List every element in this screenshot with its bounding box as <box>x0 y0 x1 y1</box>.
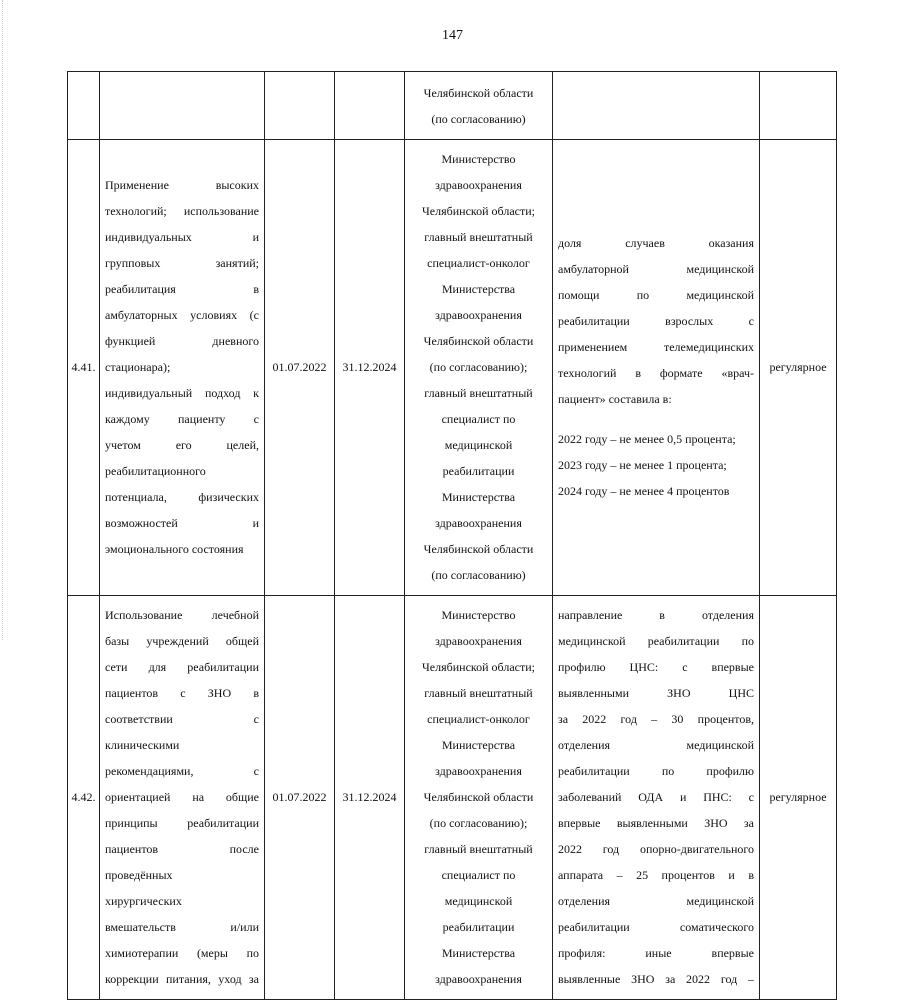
result-line: применением телемедицинских <box>558 340 754 354</box>
result-line: впервые выявленными ЗНО за <box>558 816 754 830</box>
measure-line: хирургических <box>105 894 182 908</box>
plan-table <box>67 71 837 1000</box>
start-date: 01.07.2022 <box>265 596 335 1000</box>
responsible-line: медицинской <box>444 894 513 908</box>
result-line: технологий в формате «врач- <box>558 366 754 380</box>
event-type: регулярное <box>760 140 837 596</box>
result-line: 2022 год опорно-двигательного <box>558 842 754 856</box>
start-date: 01.07.2022 <box>265 140 335 596</box>
result-line: заболеваний ОДА и ПНС: с <box>558 790 754 804</box>
measure-line: потенциала, физических <box>105 490 259 504</box>
responsible-line: реабилитации <box>442 464 515 478</box>
responsible-line: специалист-онколог <box>427 256 530 270</box>
measure-line: проведённых <box>105 868 173 882</box>
measure-line: химиотерапии (меры по <box>105 946 259 960</box>
end-date: 31.12.2024 <box>335 596 405 1000</box>
measure-line: учетом его целей, <box>105 438 259 452</box>
row-number: 4.41. <box>68 140 100 596</box>
result-year-line: 2023 году – не менее 1 процента; <box>558 458 727 472</box>
result-line: реабилитации по профилю <box>558 764 754 778</box>
result-line: амбулаторной медицинской <box>558 262 754 276</box>
responsible-line: Министерство <box>441 608 516 622</box>
cell-responsible <box>405 72 553 140</box>
measure-line: Использование лечебной <box>105 608 259 622</box>
responsible-line: Челябинской области <box>423 334 534 348</box>
measure-line: коррекции питания, уход за <box>105 972 259 986</box>
measure-line: рекомендациями, с <box>105 764 259 778</box>
measure-line: технологий; использование <box>105 204 259 218</box>
responsible-line: специалист по <box>441 412 516 426</box>
responsible-line: Министерства <box>441 282 516 296</box>
responsible-line: здравоохранения <box>435 308 522 322</box>
result-line: направление в отделения <box>558 608 754 622</box>
measure-line: вмешательств и/или <box>105 920 259 934</box>
responsible-line: специалист по <box>441 868 516 882</box>
cell-responsible <box>405 140 553 596</box>
table-row <box>68 140 837 596</box>
measure-line: групповых занятий; <box>105 256 259 270</box>
cell-result <box>553 596 760 1000</box>
result-year-line: 2024 году – не менее 4 процентов <box>558 484 730 498</box>
result-line: реабилитации соматического <box>558 920 754 934</box>
measure-line: функцией дневного <box>105 334 259 348</box>
cell-responsible <box>405 596 553 1000</box>
responsible-line: главный внештатный <box>424 230 533 244</box>
result-line: аппарата – 25 процентов и в <box>558 868 754 882</box>
measure-line: индивидуальный подход к <box>105 386 259 400</box>
result-line: доля случаев оказания <box>558 236 754 250</box>
result-line: за 2022 год – 30 процентов, <box>558 712 754 726</box>
result-line: профилю ЦНС: с впервые <box>558 660 754 674</box>
result-line: выявленные ЗНО за 2022 год – <box>558 972 754 986</box>
table-row <box>68 596 837 1000</box>
cell-measure <box>100 140 265 596</box>
responsible-line: (по согласованию) <box>431 568 526 582</box>
responsible-line: главный внештатный <box>424 686 533 700</box>
measure-line: Применение высоких <box>105 178 259 192</box>
responsible-line: здравоохранения <box>435 516 522 530</box>
measure-line: амбулаторных условиях (с <box>105 308 259 322</box>
responsible-line: медицинской <box>444 438 513 452</box>
cell-result <box>553 140 760 596</box>
measure-line: ориентацией на общие <box>105 790 259 804</box>
measure-line: пациентов после <box>105 842 259 856</box>
measure-line: каждому пациенту с <box>105 412 259 426</box>
responsible-line: (по согласованию); <box>429 360 528 374</box>
row-number: 4.42. <box>68 596 100 1000</box>
cell-type <box>760 72 837 140</box>
responsible-line: здравоохранения <box>435 972 522 986</box>
responsible-line: главный внештатный <box>424 386 533 400</box>
cell-end <box>335 72 405 140</box>
cell-result <box>553 72 760 140</box>
cell-measure <box>100 72 265 140</box>
event-type: регулярное <box>760 596 837 1000</box>
responsible-line: Министерства <box>441 738 516 752</box>
end-date: 31.12.2024 <box>335 140 405 596</box>
responsible-line: (по согласованию); <box>429 816 528 830</box>
responsible-line: реабилитации <box>442 920 515 934</box>
result-line: помощи по медицинской <box>558 288 754 302</box>
cell-measure <box>100 596 265 1000</box>
measure-line: реабилитационного <box>105 464 206 478</box>
measure-line: возможностей и <box>105 516 259 530</box>
responsible-line: Челябинской области <box>423 86 534 100</box>
cell-start <box>265 72 335 140</box>
result-line: медицинской реабилитации по <box>558 634 754 648</box>
responsible-line: здравоохранения <box>435 764 522 778</box>
cell-num <box>68 72 100 140</box>
responsible-line: здравоохранения <box>435 634 522 648</box>
responsible-line: главный внештатный <box>424 842 533 856</box>
measure-line: базы учреждений общей <box>105 634 259 648</box>
measure-line: реабилитация в <box>105 282 259 296</box>
responsible-line: (по согласованию) <box>431 112 526 126</box>
responsible-line: Министерство <box>441 152 516 166</box>
measure-line: соответствии с <box>105 712 259 726</box>
result-line: реабилитации взрослых с <box>558 314 754 328</box>
measure-line: сети для реабилитации <box>105 660 259 674</box>
page-edge-marks <box>2 0 3 640</box>
result-line: отделения медицинской <box>558 894 754 908</box>
responsible-line: Челябинской области <box>423 790 534 804</box>
measure-line: индивидуальных и <box>105 230 259 244</box>
responsible-line: Челябинской области; <box>422 660 535 674</box>
result-line: выявленными ЗНО ЦНС <box>558 686 754 700</box>
result-line: пациент» составила в: <box>558 392 672 406</box>
page-number: 147 <box>442 28 463 43</box>
measure-line: эмоционального состояния <box>105 542 244 556</box>
responsible-line: Челябинской области <box>423 542 534 556</box>
responsible-line: специалист-онколог <box>427 712 530 726</box>
responsible-line: Челябинской области; <box>422 204 535 218</box>
responsible-line: Министерства <box>441 946 516 960</box>
result-line: отделения медицинской <box>558 738 754 752</box>
measure-line: принципы реабилитации <box>105 816 259 830</box>
measure-line: клиническими <box>105 738 180 752</box>
measure-line: пациентов с ЗНО в <box>105 686 259 700</box>
responsible-line: здравоохранения <box>435 178 522 192</box>
table-row-continuation <box>68 72 837 140</box>
responsible-line: Министерства <box>441 490 516 504</box>
measure-line: стационара); <box>105 360 171 374</box>
result-year-line: 2022 году – не менее 0,5 процента; <box>558 432 736 446</box>
result-line: профиля: иные впервые <box>558 946 754 960</box>
